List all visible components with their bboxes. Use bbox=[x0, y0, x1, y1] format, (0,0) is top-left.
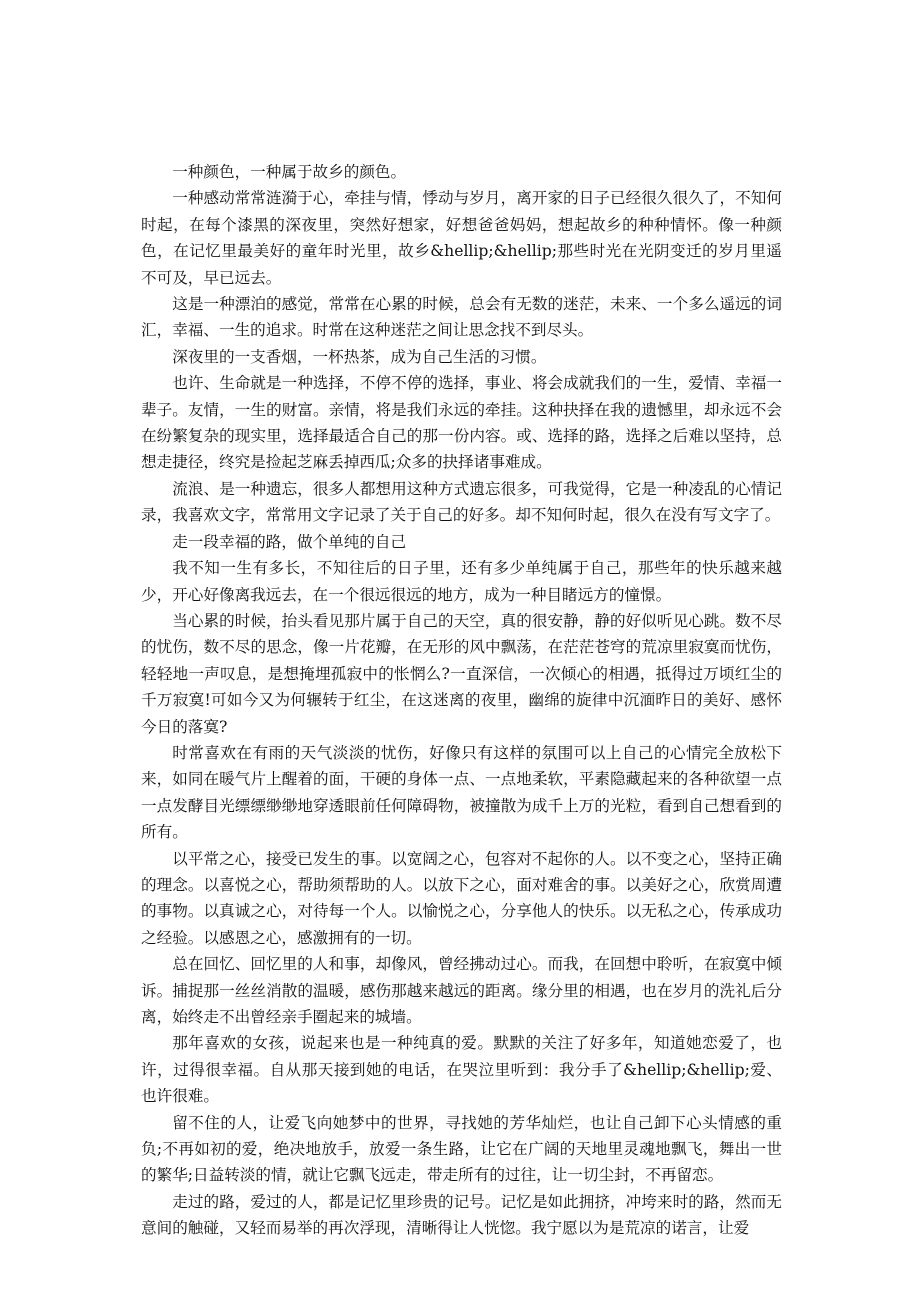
paragraph-14: 留不住的人，让爱飞向她梦中的世界，寻找她的芳华灿烂，也让自己卸下心头情感的重负;不再如初的爱，绝决地放手，放爱一条生路，让它在广阔的天地里灵魂地飘飞，舞出一世的繁华;日益转淡的情，就让它飘飞远走，带走所有的过往，让一切尘封，不再留恋。 bbox=[141, 1113, 782, 1185]
paragraph-9: 当心累的时候，抬头看见那片属于自己的天空，真的很安静，静的好似听见心跳。数不尽的忧伤，数不尽的思念，像一片花瓣，在无形的风中飘荡，在茫茫苍穹的荒凉里寂寞而忧伤，轻轻地一声叹息，是想掩埋孤寂中的怅惘么?一直深信，一次倾心的相遇，抵得过万顷红尘的千万寂寞!可如今又为何辗转于红尘，在这迷离的夜里，幽绵的旋律中沉湎昨日的美好、感怀今日的落寞? bbox=[141, 611, 782, 736]
paragraph-4: 深夜里的一支香烟，一杯热茶，成为自己生活的习惯。 bbox=[172, 347, 547, 366]
paragraph-10: 时常喜欢在有雨的天气淡淡的忧伤，好像只有这样的氛围可以上自己的心情完全放松下来，如同在暖气片上醒着的面，干硬的身体一点、一点地柔软，平素隐藏起来的各种欲望一点一点发酵目光缥缥缈缈地穿透眼前任何障碍物，被撞散为成千上万的光粒，看到自己想看到的所有。 bbox=[141, 743, 782, 842]
paragraph-1: 一种颜色，一种属于故乡的颜色。 bbox=[172, 163, 407, 181]
paragraph-15: 走过的路，爱过的人，都是记忆里珍贵的记号。记忆是如此拥挤，冲垮来时的路，然而无意间的触碰，又轻而易举的再次浮现，清晰得让人恍惚。我宁愿以为是荒凉的诺言，让爱 bbox=[141, 1192, 782, 1238]
paragraph-13: 那年喜欢的女孩，说起来也是一种纯真的爱。默默的关注了好多年，知道她恋爱了，也许，过得很幸福。自从那天接到她的电话，在哭泣里听到：我分手了&hellip;&hellip;爱、也许很难。 bbox=[141, 1034, 782, 1106]
paragraph-2: 一种感动常常涟漪于心，牵挂与情，悸动与岁月，离开家的日子已经很久很久了，不知何时起，在每个漆黑的深夜里，突然好想家，好想爸爸妈妈，想起故乡的种种情怀。像一种颜色，在记忆里最美好的童年时光里，故乡&hellip;&hellip;那些时光在光阴变迁的岁月里遥不可及，早已远去。 bbox=[141, 189, 782, 287]
paragraph-7: 走一段幸福的路，做个单纯的自己 bbox=[172, 532, 407, 551]
paragraph-12: 总在回忆、回忆里的人和事，却像风，曾经拂动过心。而我，在回想中聆听，在寂寞中倾诉。捕捉那一丝丝消散的温暖，感伤那越来越远的距离。缘分里的相遇，也在岁月的洗礼后分离，始终走不出曾经亲手圈起来的城墙。 bbox=[141, 955, 782, 1026]
paragraph-11: 以平常之心，接受已发生的事。以宽阔之心，包容对不起你的人。以不变之心，坚持正确的理念。以喜悦之心，帮助须帮助的人。以放下之心，面对难舍的事。以美好之心，欣赏周遭的事物。以真诚之心，对待每一个人。以愉悦之心，分享他人的快乐。以无私之心，传承成功之经验。以感恩之心，感激拥有的一切。 bbox=[141, 849, 782, 947]
paragraph-8: 我不知一生有多长，不知往后的日子里，还有多少单纯属于自己，那些年的快乐越来越少，开心好像离我远去，在一个很远很远的地方，成为一种目睹远方的憧憬。 bbox=[141, 559, 782, 604]
paragraph-3: 这是一种漂泊的感觉，常常在心累的时候，总会有无数的迷茫，未来、一个多么遥远的词汇，幸福、一生的追求。时常在这种迷茫之间让思念找不到尽头。 bbox=[141, 295, 782, 340]
paragraph-6: 流浪、是一种遗忘，很多人都想用这种方式遗忘很多，可我觉得，它是一种凌乱的心情记录，我喜欢文字，常常用文字记录了关于自己的好多。却不知何时起，很久在没有写文字了。 bbox=[141, 479, 782, 525]
document-body bbox=[141, 159, 782, 1242]
paragraph-5: 也许、生命就是一种选择，不停不停的选择，事业、将会成就我们的一生，爱情、幸福一辈子。友情，一生的财富。亲情，将是我们永远的牵挂。这种抉择在我的遗憾里，却永远不会在纷繁复杂的现实里，选择最适合自己的那一份内容。或、选择的路，选择之后难以坚持，总想走捷径，终究是捡起芝麻丢掉西瓜;众多的抉择诸事难成。 bbox=[141, 374, 782, 472]
